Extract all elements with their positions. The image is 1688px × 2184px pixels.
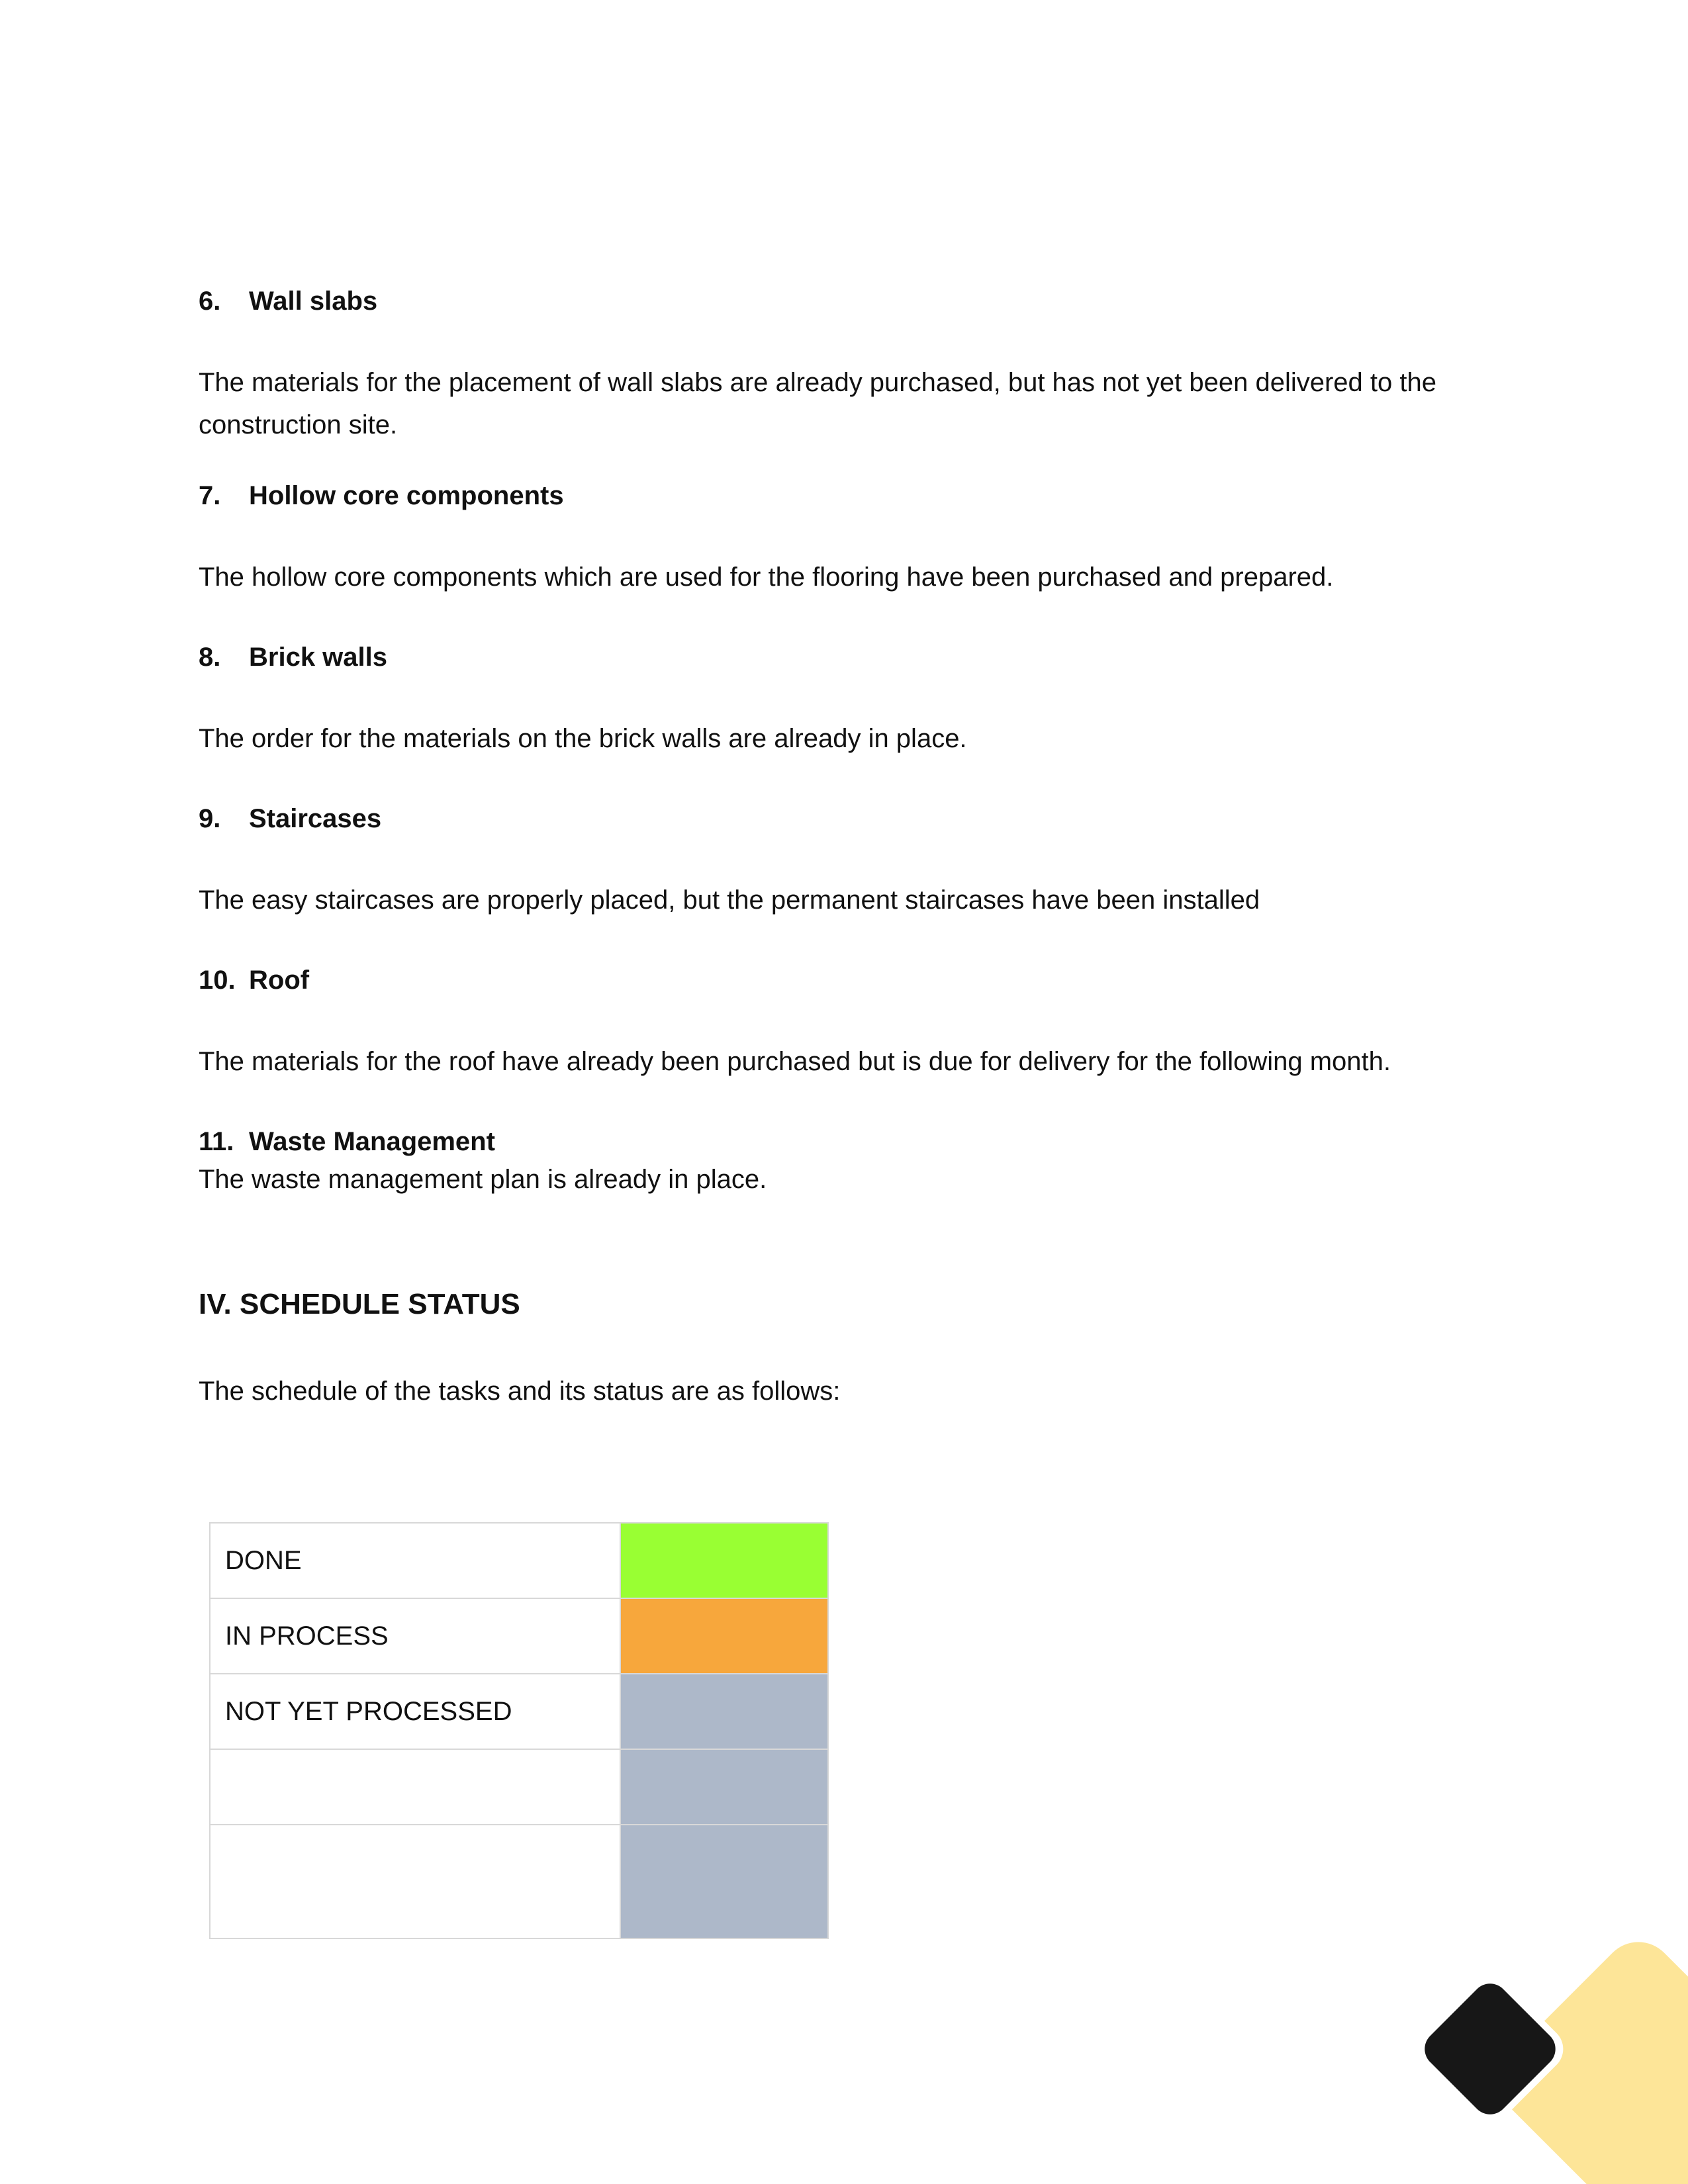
- section-number: 8.: [199, 643, 221, 672]
- status-color-swatch: [620, 1749, 828, 1825]
- status-color-swatch: [620, 1523, 828, 1598]
- corner-diamond-decoration: [1390, 1919, 1688, 2184]
- table-row: [210, 1674, 828, 1749]
- section-heading-brick-walls: [199, 641, 1509, 674]
- section-text-waste-management: The waste management plan is already in place.: [199, 1165, 767, 1194]
- table-row: [210, 1598, 828, 1674]
- section-title: Staircases: [249, 804, 382, 833]
- section-number: 6.: [199, 287, 221, 316]
- section-heading-hollow-core: [199, 479, 1509, 512]
- section-heading-staircases: [199, 802, 1509, 835]
- status-label: [210, 1749, 620, 1825]
- status-color-swatch: [620, 1674, 828, 1749]
- status-color-swatch: [620, 1598, 828, 1674]
- table-row: [210, 1523, 828, 1598]
- status-label: IN PROCESS: [210, 1598, 620, 1674]
- schedule-intro: The schedule of the tasks and its status are as follows:: [199, 1377, 841, 1406]
- status-label: [210, 1825, 620, 1938]
- schedule-status-title: IV. SCHEDULE STATUS: [199, 1288, 520, 1320]
- table-row: [210, 1825, 828, 1938]
- status-label: DONE: [210, 1523, 620, 1598]
- section-heading-waste-management: [199, 1125, 1509, 1158]
- section-number: 11.: [199, 1127, 234, 1156]
- section-number: 9.: [199, 804, 221, 833]
- section-heading-roof: [199, 964, 1509, 997]
- section-text-roof: The materials for the roof have already been purchased but is due for delivery for the following month.: [199, 1047, 1391, 1076]
- document-body: [199, 285, 1509, 1412]
- table-row: [210, 1749, 828, 1825]
- schedule-status-table: [209, 1522, 829, 1939]
- section-text-brick-walls: The order for the materials on the brick walls are already in place.: [199, 724, 967, 753]
- section-title: Hollow core components: [249, 481, 564, 510]
- section-text-staircases: The easy staircases are properly placed, but the permanent staircases have been installed: [199, 886, 1260, 915]
- section-title: Waste Management: [249, 1127, 495, 1156]
- section-title: Brick walls: [249, 643, 388, 672]
- section-number: 7.: [199, 481, 221, 510]
- status-label: NOT YET PROCESSED: [210, 1674, 620, 1749]
- section-title: Roof: [249, 966, 310, 995]
- section-text-wall-slabs: The materials for the placement of wall slabs are already purchased, but has not yet been delivered to the construction site.: [199, 368, 1436, 439]
- section-number: 10.: [199, 966, 236, 995]
- section-text-hollow-core: The hollow core components which are used for the flooring have been purchased and prepared.: [199, 563, 1334, 592]
- section-heading-wall-slabs: [199, 285, 1509, 318]
- section-title: Wall slabs: [249, 287, 378, 316]
- status-color-swatch: [620, 1825, 828, 1938]
